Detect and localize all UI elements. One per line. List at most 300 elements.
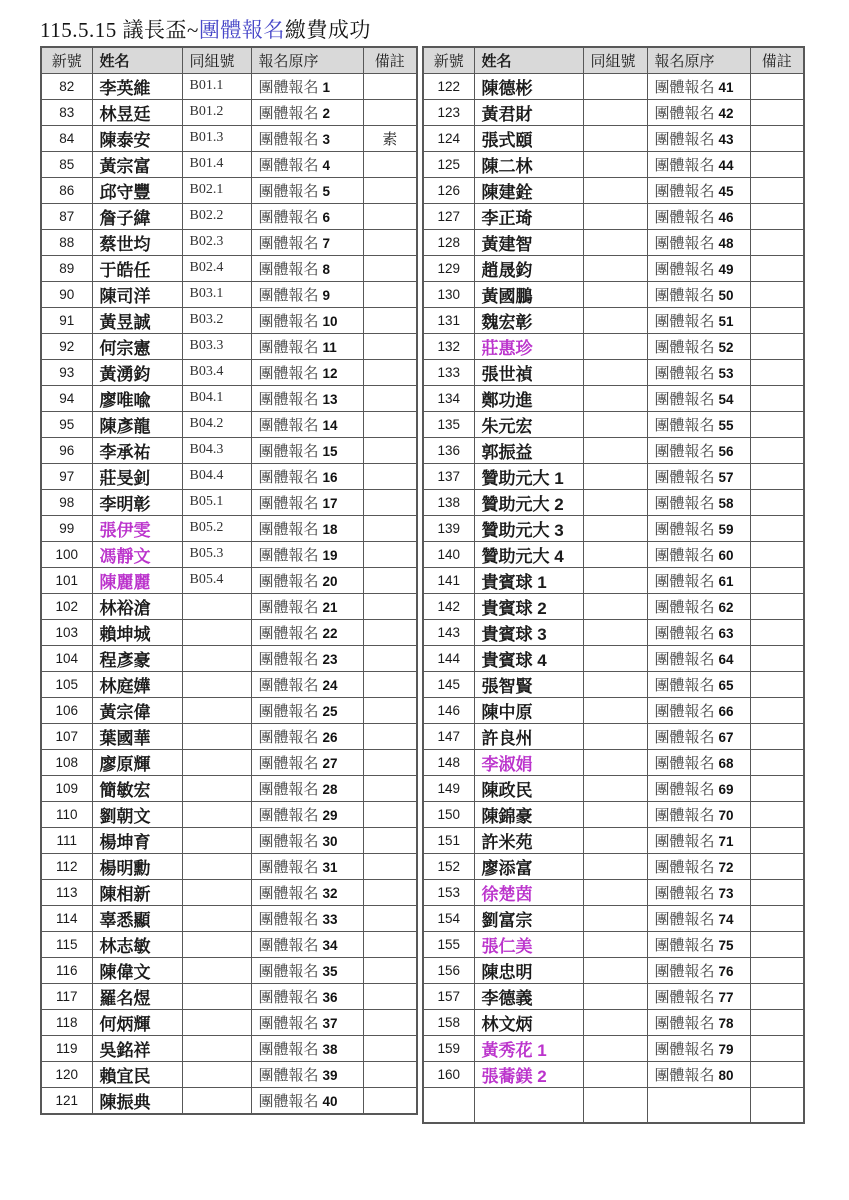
player-name-cell [474,437,583,463]
orig-order-cell [647,203,750,229]
player-name: 朱元宏 [481,416,533,436]
orig-order-label: 團體報名 [654,130,715,148]
orig-order-cell [251,619,363,645]
orig-order-label: 團體報名 [654,286,715,304]
group-cell [182,723,251,749]
table-row [423,671,804,697]
player-name-cell [474,515,583,541]
column-header-name: 姓名 [92,47,182,73]
orig-order-number: 74 [718,911,734,927]
note-cell [750,801,804,827]
no-cell: 88 [41,229,92,255]
player-name: 李正琦 [481,208,533,228]
player-name: 劉朝文 [99,806,151,826]
orig-order-label: 團體報名 [258,494,319,512]
orig-order-number: 22 [322,625,338,641]
orig-order-number: 36 [322,989,338,1005]
note-cell [750,281,804,307]
player-name: 簡敏宏 [99,780,151,800]
player-name: 詹子緯 [99,208,151,228]
no-cell: 133 [423,359,474,385]
player-name-cell [474,489,583,515]
group-cell [583,567,647,593]
orig-order-label: 團體報名 [654,234,715,252]
orig-order-number: 24 [322,677,338,693]
no-cell: 143 [423,619,474,645]
orig-order-number: 4 [322,157,331,173]
group-cell [583,515,647,541]
orig-order-cell [251,177,363,203]
orig-order-label: 團體報名 [258,910,319,928]
orig-order-cell [647,411,750,437]
note-cell [363,203,417,229]
orig-order-number: 42 [718,105,734,121]
orig-order-label: 團體報名 [258,234,319,252]
no-cell: 111 [41,827,92,853]
note-cell [363,957,417,983]
player-name-cell [92,1061,182,1087]
player-name: 林裕滄 [99,598,151,618]
group-cell: B03.4 [182,359,251,385]
no-cell: 139 [423,515,474,541]
orig-order-number: 9 [322,287,331,303]
orig-order-label: 團體報名 [258,208,319,226]
group-cell [583,437,647,463]
orig-order-label: 團體報名 [654,936,715,954]
orig-order-label: 團體報名 [258,442,319,460]
group-cell [182,957,251,983]
orig-order-cell [647,931,750,957]
table-row [423,801,804,827]
note-cell [363,567,417,593]
table-row [41,177,417,203]
orig-order-number: 40 [322,1093,338,1109]
empty-cell [647,1087,750,1123]
table-row [41,905,417,931]
player-name-cell [92,463,182,489]
column-header-note: 備註 [750,47,804,73]
orig-order-cell [647,489,750,515]
player-name: 黃昱誠 [99,312,151,332]
table-row [423,619,804,645]
orig-order-number: 30 [322,833,338,849]
orig-order-cell [251,827,363,853]
orig-order-label: 團體報名 [654,546,715,564]
note-cell [750,957,804,983]
no-cell: 157 [423,983,474,1009]
table-row [423,1061,804,1087]
player-name: 李淑娟 [481,754,533,774]
table-row [423,957,804,983]
player-name-cell [92,1009,182,1035]
group-cell [182,827,251,853]
player-name-cell [474,125,583,151]
table-row [41,853,417,879]
orig-order-label: 團體報名 [654,858,715,876]
player-name-cell [474,749,583,775]
orig-order-cell [251,801,363,827]
note-cell [363,905,417,931]
table-row [423,1009,804,1035]
no-cell: 118 [41,1009,92,1035]
orig-order-number: 14 [322,417,338,433]
orig-order-cell [251,697,363,723]
no-cell: 100 [41,541,92,567]
player-name-cell [92,567,182,593]
orig-order-number: 44 [718,157,734,173]
orig-order-cell [251,1035,363,1061]
no-cell: 110 [41,801,92,827]
orig-order-cell [251,333,363,359]
table-row [41,229,417,255]
orig-order-label: 團體報名 [654,104,715,122]
orig-order-number: 64 [718,651,734,667]
orig-order-label: 團體報名 [258,1040,319,1058]
orig-order-cell [647,385,750,411]
player-name: 陳麗麗 [99,572,151,592]
note-cell [363,1035,417,1061]
no-cell: 129 [423,255,474,281]
player-name-cell [92,203,182,229]
group-cell [583,151,647,177]
group-cell [583,905,647,931]
table-row [423,229,804,255]
player-name: 陳彥龍 [99,416,151,436]
group-cell [583,853,647,879]
title-link-group-registration[interactable]: 團體報名 [198,18,285,42]
note-cell [750,437,804,463]
orig-order-label: 團體報名 [258,312,319,330]
orig-order-number: 48 [718,235,734,251]
no-cell: 91 [41,307,92,333]
empty-cell [423,1087,474,1123]
player-name-cell [92,99,182,125]
player-name: 黃秀花 1 [481,1040,547,1060]
table-row [41,957,417,983]
orig-order-number: 57 [718,469,734,485]
player-name: 何炳輝 [99,1014,151,1034]
table-row [41,619,417,645]
table-row [423,177,804,203]
player-name: 魏宏彰 [481,312,533,332]
orig-order-number: 35 [322,963,338,979]
note-cell [750,983,804,1009]
group-cell [583,619,647,645]
group-cell [583,827,647,853]
no-cell: 101 [41,567,92,593]
table-row [423,931,804,957]
no-cell: 113 [41,879,92,905]
player-name-cell [92,515,182,541]
group-cell [583,229,647,255]
orig-order-cell [647,723,750,749]
orig-order-number: 21 [322,599,338,615]
group-cell: B02.3 [182,229,251,255]
orig-order-cell [251,489,363,515]
note-cell [750,177,804,203]
group-cell: B05.2 [182,515,251,541]
player-name-cell [92,359,182,385]
orig-order-cell [647,697,750,723]
orig-order-cell [251,385,363,411]
orig-order-cell [647,879,750,905]
note-cell [750,151,804,177]
no-cell: 104 [41,645,92,671]
no-cell: 132 [423,333,474,359]
table-row [41,1087,417,1114]
no-cell: 87 [41,203,92,229]
title-suffix: 繳費成功 [284,18,371,42]
orig-order-cell [647,125,750,151]
orig-order-label: 團體報名 [258,546,319,564]
orig-order-cell [251,645,363,671]
orig-order-number: 18 [322,521,338,537]
note-cell [750,411,804,437]
player-name-cell [92,333,182,359]
player-name-cell [92,411,182,437]
group-cell [583,307,647,333]
player-name: 陳忠明 [481,962,533,982]
table-row [41,541,417,567]
player-name-cell [474,73,583,99]
player-name: 劉富宗 [481,910,533,930]
player-name: 許良州 [481,728,533,748]
orig-order-label: 團體報名 [258,884,319,902]
orig-order-label: 團體報名 [258,78,319,96]
player-name: 陳錦豪 [481,806,533,826]
orig-order-label: 團體報名 [258,702,319,720]
note-cell [363,619,417,645]
player-name-cell [474,99,583,125]
title-prefix: 115.5.15 議長盃~ [40,18,199,42]
note-cell [750,359,804,385]
note-cell [750,99,804,125]
orig-order-number: 10 [322,313,338,329]
orig-order-cell [647,151,750,177]
table-row [423,437,804,463]
table-row [423,541,804,567]
no-cell: 136 [423,437,474,463]
orig-order-cell [647,541,750,567]
left-roster-table [40,46,418,1115]
note-cell [363,697,417,723]
player-name: 羅名煜 [99,988,151,1008]
group-cell: B01.2 [182,99,251,125]
orig-order-cell [251,879,363,905]
player-name: 賴坤城 [99,624,151,644]
player-name-cell [92,775,182,801]
no-cell: 115 [41,931,92,957]
player-name-cell [92,931,182,957]
note-cell [750,619,804,645]
orig-order-cell [647,801,750,827]
orig-order-number: 71 [718,833,734,849]
player-name: 貴賓球 3 [481,624,547,644]
group-cell [182,1009,251,1035]
group-cell [182,983,251,1009]
note-cell [363,463,417,489]
no-cell: 144 [423,645,474,671]
player-name-cell [474,1061,583,1087]
table-row [41,489,417,515]
group-cell [583,697,647,723]
note-cell [750,749,804,775]
note-cell [363,931,417,957]
table-row [41,879,417,905]
orig-order-number: 49 [718,261,734,277]
orig-order-cell [251,359,363,385]
orig-order-number: 26 [322,729,338,745]
player-name: 張伊雯 [99,520,151,540]
orig-order-number: 27 [322,755,338,771]
orig-order-label: 團體報名 [258,390,319,408]
orig-order-label: 團體報名 [654,728,715,746]
orig-order-cell [251,307,363,333]
player-name-cell [474,203,583,229]
player-name-cell [474,151,583,177]
note-cell [750,203,804,229]
player-name: 黃宗富 [99,156,151,176]
orig-order-number: 69 [718,781,734,797]
orig-order-number: 5 [322,183,331,199]
player-name-cell [474,177,583,203]
orig-order-cell [647,515,750,541]
orig-order-label: 團體報名 [258,286,319,304]
player-name: 于皓任 [99,260,151,280]
table-row [41,593,417,619]
orig-order-label: 團體報名 [654,988,715,1006]
player-name-cell [92,957,182,983]
player-name-cell [474,1009,583,1035]
no-cell: 154 [423,905,474,931]
column-header-no: 新號 [423,47,474,73]
orig-order-number: 59 [718,521,734,537]
note-cell [363,983,417,1009]
no-cell: 94 [41,385,92,411]
note-cell [363,437,417,463]
orig-order-number: 61 [718,573,734,589]
no-cell: 156 [423,957,474,983]
player-name-cell [92,619,182,645]
player-name-cell [92,645,182,671]
player-name-cell [92,177,182,203]
no-cell: 147 [423,723,474,749]
note-cell [750,515,804,541]
group-cell: B02.4 [182,255,251,281]
player-name-cell [92,151,182,177]
group-cell [583,1061,647,1087]
player-name-cell [92,671,182,697]
player-name: 李英維 [99,78,151,98]
orig-order-cell [647,749,750,775]
note-cell [750,931,804,957]
note-cell [363,827,417,853]
orig-order-cell [251,931,363,957]
note-cell [750,463,804,489]
orig-order-label: 團體報名 [654,884,715,902]
no-cell: 108 [41,749,92,775]
player-name: 蔡世均 [99,234,151,254]
no-cell: 99 [41,515,92,541]
orig-order-number: 6 [322,209,331,225]
group-cell [182,905,251,931]
player-name-cell [474,697,583,723]
orig-order-number: 37 [322,1015,338,1031]
player-name-cell [474,619,583,645]
orig-order-label: 團體報名 [258,468,319,486]
player-name: 邱守豐 [99,182,151,202]
table-row [41,1009,417,1035]
player-name-cell [92,541,182,567]
group-cell [182,593,251,619]
player-name: 贊助元大 2 [481,494,564,514]
orig-order-number: 70 [718,807,734,823]
table-row [41,697,417,723]
note-cell [750,1035,804,1061]
player-name: 陳中原 [481,702,533,722]
note-cell [750,125,804,151]
player-name: 陳相新 [99,884,151,904]
no-cell: 130 [423,281,474,307]
table-row [41,801,417,827]
no-cell: 123 [423,99,474,125]
note-cell [750,489,804,515]
orig-order-number: 28 [322,781,338,797]
orig-order-cell [251,1087,363,1114]
orig-order-cell [647,827,750,853]
player-name-cell [474,723,583,749]
no-cell: 102 [41,593,92,619]
orig-order-number: 16 [322,469,338,485]
orig-order-label: 團體報名 [654,910,715,928]
no-cell: 145 [423,671,474,697]
note-cell [750,1009,804,1035]
player-name-cell [474,853,583,879]
orig-order-cell [647,229,750,255]
orig-order-number: 53 [718,365,734,381]
group-cell [182,879,251,905]
orig-order-cell [251,411,363,437]
orig-order-number: 17 [322,495,338,511]
player-name: 張世禎 [481,364,533,384]
orig-order-number: 79 [718,1041,734,1057]
orig-order-number: 46 [718,209,734,225]
note-cell [363,1061,417,1087]
orig-order-label: 團體報名 [258,806,319,824]
orig-order-number: 7 [322,235,331,251]
group-cell [583,749,647,775]
orig-order-label: 團體報名 [258,104,319,122]
table-row [423,489,804,515]
orig-order-label: 團體報名 [258,1066,319,1084]
orig-order-number: 54 [718,391,734,407]
table-row [423,749,804,775]
orig-order-cell [647,333,750,359]
orig-order-label: 團體報名 [258,364,319,382]
orig-order-number: 2 [322,105,331,121]
group-cell: B05.3 [182,541,251,567]
group-cell [583,463,647,489]
group-cell [583,281,647,307]
player-name-cell [474,775,583,801]
group-cell [182,853,251,879]
group-cell [583,203,647,229]
note-cell [750,255,804,281]
no-cell: 82 [41,73,92,99]
group-cell [583,333,647,359]
empty-row [423,1087,804,1123]
orig-order-label: 團體報名 [654,416,715,434]
